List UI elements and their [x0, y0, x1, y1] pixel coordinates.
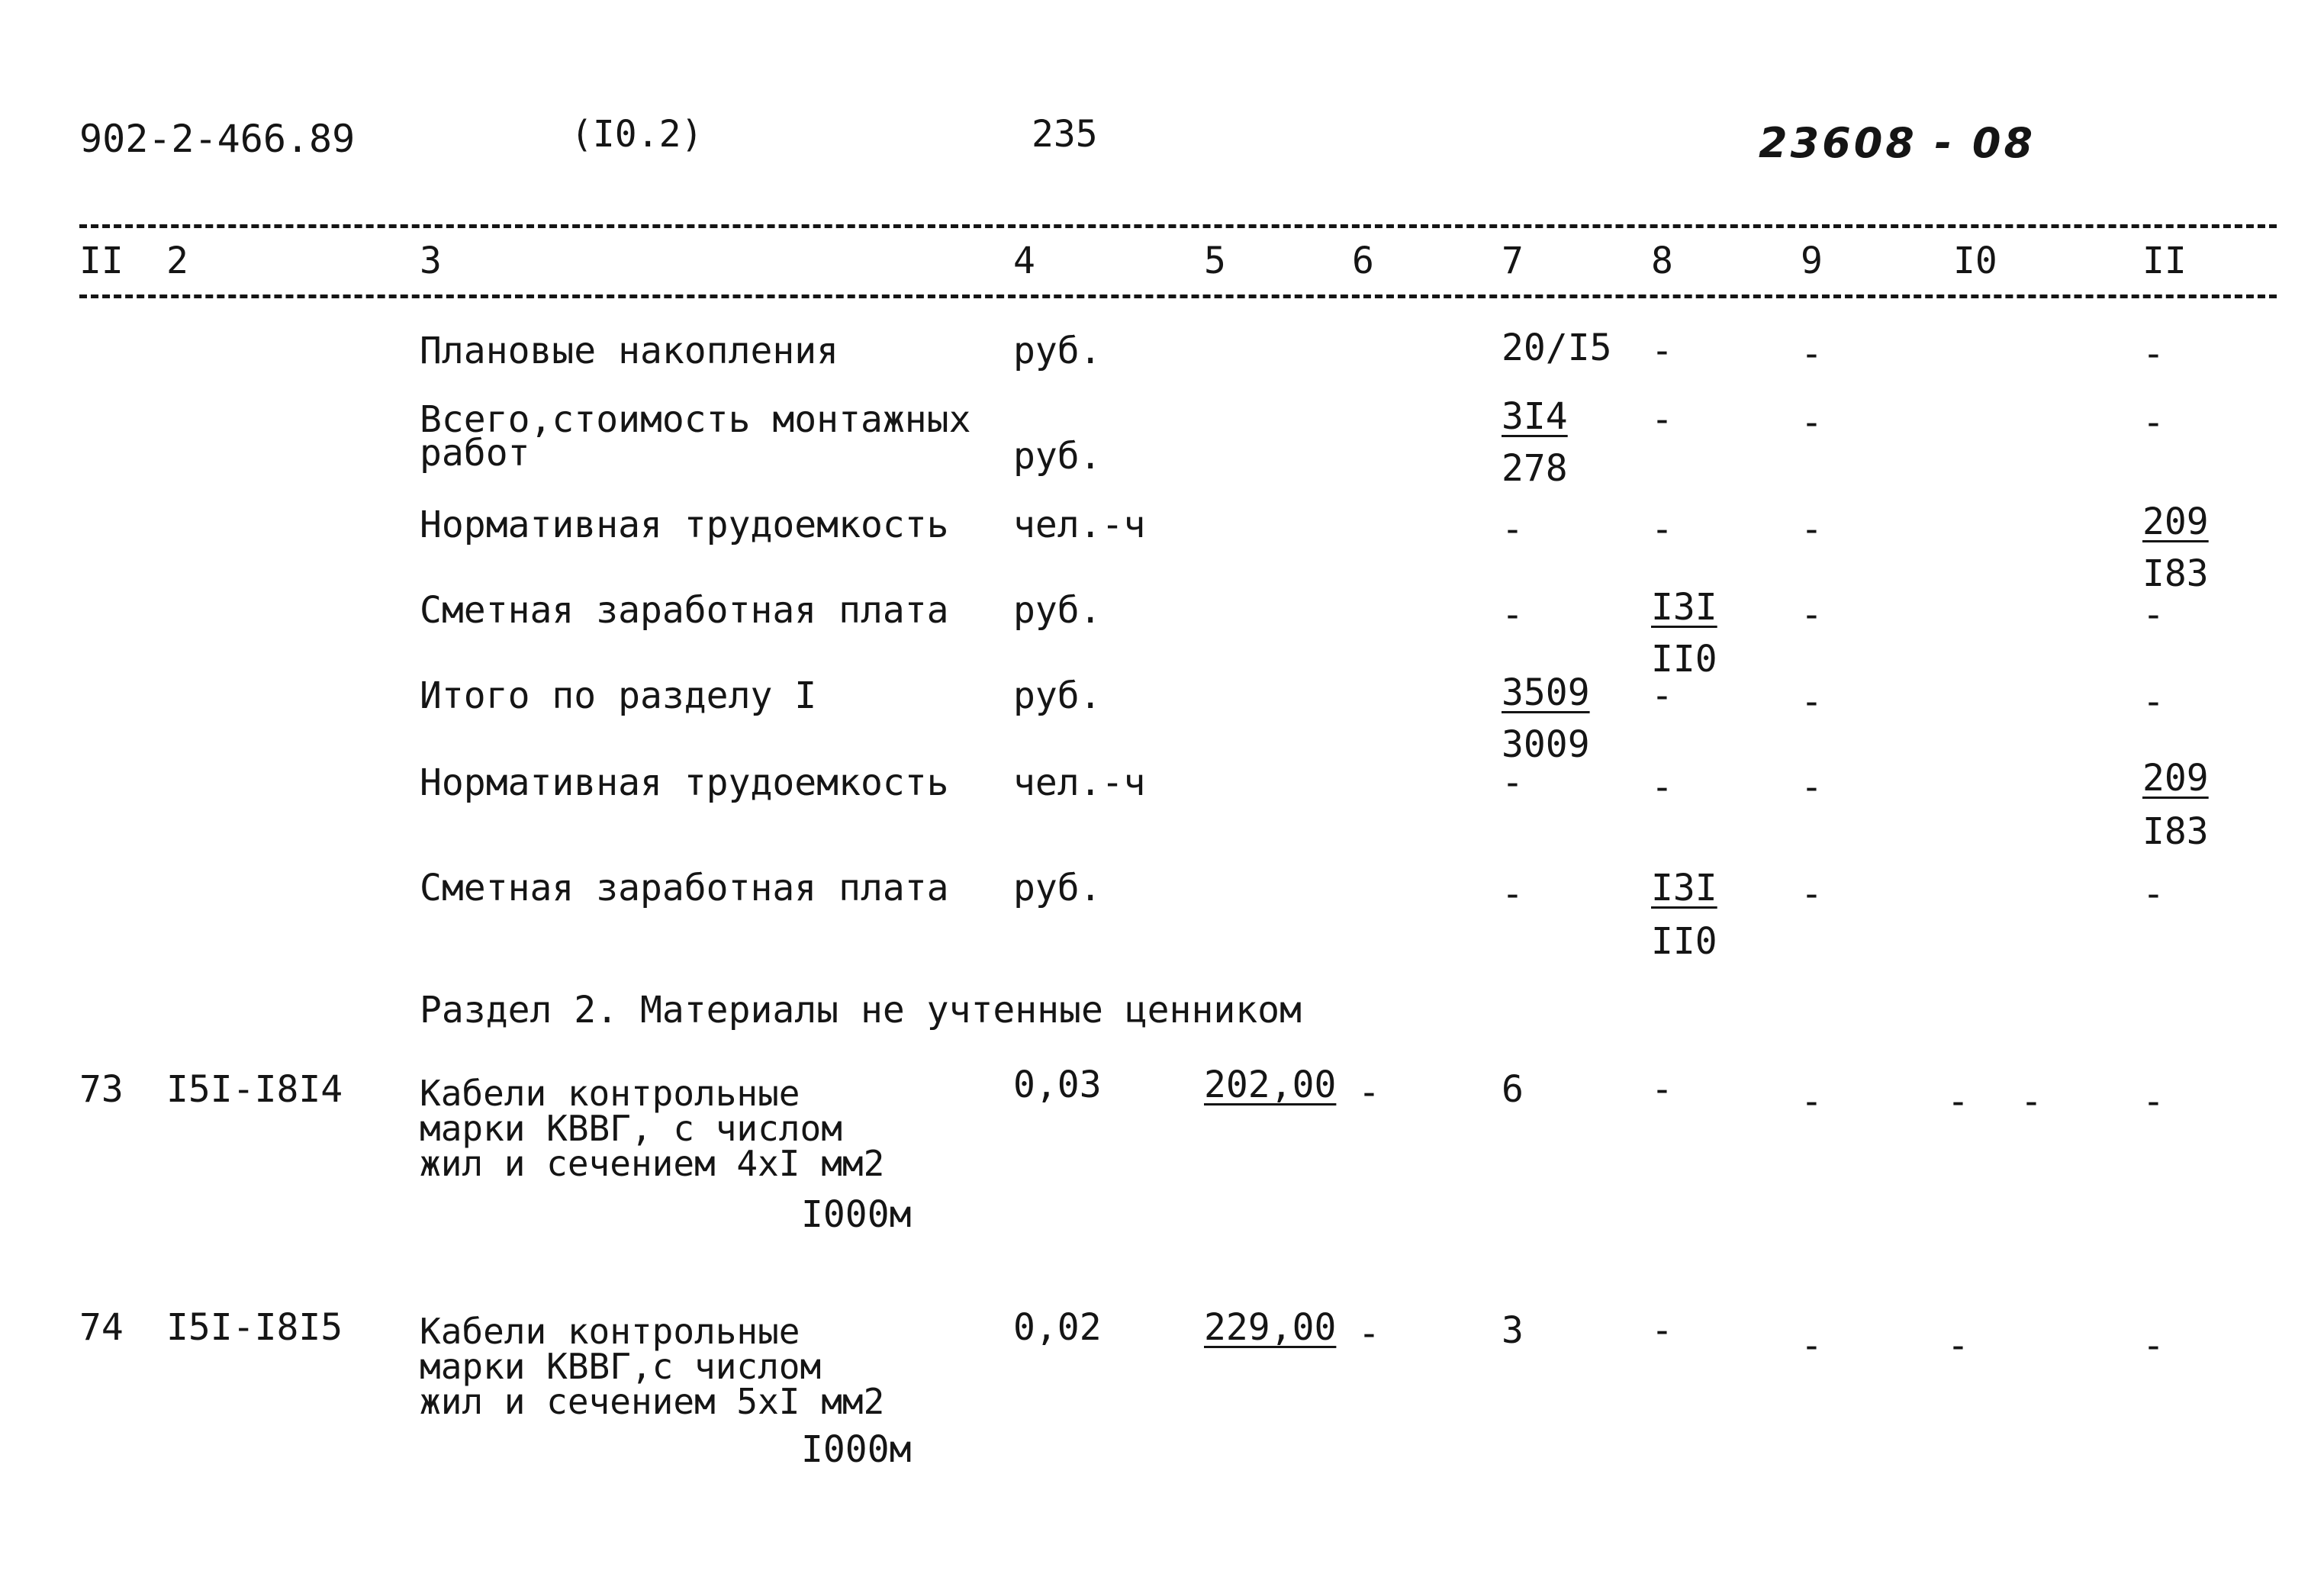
item-number: 73 — [79, 1068, 124, 1111]
row-unit: руб. — [1013, 867, 1102, 909]
row-label: Итого по разделу I — [420, 674, 817, 717]
cell-c8-bottom: II0 — [1651, 920, 1717, 963]
row-unit: чел.-ч — [1013, 504, 1146, 546]
cell-c7: - — [1502, 594, 1524, 636]
cell-c7-top: 3509 — [1502, 671, 1590, 714]
inventory-number: 23608 - 08 — [1759, 119, 2036, 167]
row-label: Плановые накопления — [420, 330, 839, 372]
row-label-cont: работ — [420, 432, 530, 475]
cell-c6: - — [1358, 1071, 1380, 1114]
col-header-2: 2 — [166, 240, 188, 282]
cell-c8: - — [1651, 330, 1673, 372]
cell-c9: - — [1801, 401, 1823, 444]
cell-c9: - — [1801, 333, 1823, 375]
cell-c11: - — [2142, 873, 2165, 916]
page-number: 235 — [1032, 113, 1098, 156]
cell-c8: - — [1651, 508, 1673, 551]
cell-c11-bottom: I83 — [2142, 552, 2209, 595]
header-rule-bottom — [79, 294, 2277, 298]
row-label: Нормативная трудоемкость — [420, 761, 949, 804]
section-ref: (I0.2) — [571, 113, 703, 156]
col-header-9: 9 — [1801, 240, 1823, 282]
row-unit: руб. — [1013, 674, 1102, 717]
row-unit: чел.-ч — [1013, 761, 1146, 804]
item-price: 202,00 — [1204, 1064, 1337, 1106]
cell-c7: 3 — [1502, 1309, 1524, 1352]
item-description: Кабели контрольные марки КВВГ, с числом жил и сечением 4хI мм2 — [420, 1073, 885, 1184]
item-price: 229,00 — [1204, 1306, 1337, 1349]
item-code: I5I-I8I4 — [166, 1068, 343, 1111]
cell-c8-bottom: II0 — [1651, 638, 1717, 681]
cell-c10-extra: - — [2020, 1080, 2042, 1123]
col-header-8: 8 — [1651, 240, 1673, 282]
col-header-3: 3 — [420, 240, 442, 282]
row-label: Всего,стоимость монтажных — [420, 398, 971, 441]
item-quantity: 0,02 — [1013, 1306, 1102, 1349]
col-header-5: 5 — [1204, 240, 1226, 282]
row-label: Сметная заработная плата — [420, 589, 949, 632]
row-unit: руб. — [1013, 435, 1102, 478]
section-2-title: Раздел 2. Материалы не учтенные ценником — [420, 989, 1302, 1031]
row-label: Сметная заработная плата — [420, 867, 949, 909]
cell-c8: - — [1651, 1068, 1673, 1111]
item-unit: I000м — [801, 1193, 912, 1236]
item-number: 74 — [79, 1306, 124, 1349]
cell-c9: - — [1801, 681, 1823, 723]
cell-c9: - — [1801, 873, 1823, 916]
cell-c11-top: 209 — [2142, 757, 2209, 800]
col-header-4: 4 — [1013, 240, 1035, 282]
cell-c11: - — [2142, 1080, 2165, 1123]
doc-code: 902-2-466.89 — [79, 117, 356, 161]
cell-c7: 6 — [1502, 1068, 1524, 1111]
cell-c11: - — [2142, 594, 2165, 636]
col-header-6: 6 — [1352, 240, 1374, 282]
cell-c9: - — [1801, 1324, 1823, 1367]
cell-c8: - — [1651, 398, 1673, 441]
cell-c10: - — [1947, 1324, 1969, 1367]
cell-c8: - — [1651, 766, 1673, 809]
cell-c11: - — [2142, 1324, 2165, 1367]
cell-c11: - — [2142, 401, 2165, 444]
cell-c6: - — [1358, 1312, 1380, 1355]
cell-c9: - — [1801, 766, 1823, 809]
header-rule-top — [79, 224, 2277, 228]
item-quantity: 0,03 — [1013, 1064, 1102, 1106]
cell-c8: - — [1651, 1309, 1673, 1352]
col-header-7: 7 — [1502, 240, 1524, 282]
cell-c7: 20/I5 — [1502, 327, 1612, 369]
cell-c8-top: I3I — [1651, 586, 1717, 629]
cell-c10: - — [1947, 1080, 1969, 1123]
cell-c7: - — [1502, 508, 1524, 551]
row-label: Нормативная трудоемкость — [420, 504, 949, 546]
row-unit: руб. — [1013, 330, 1102, 372]
cell-c11: - — [2142, 681, 2165, 723]
col-header-1: II — [79, 240, 124, 282]
cell-c7-bottom: 3009 — [1502, 723, 1590, 766]
cell-c7: - — [1502, 873, 1524, 916]
cell-c8-top: I3I — [1651, 867, 1717, 909]
row-unit: руб. — [1013, 589, 1102, 632]
cell-c9: - — [1801, 1080, 1823, 1123]
col-header-11: II — [2142, 240, 2187, 282]
cell-c9: - — [1801, 508, 1823, 551]
item-code: I5I-I8I5 — [166, 1306, 343, 1349]
cell-c7-top: 3I4 — [1502, 395, 1568, 438]
col-header-10: I0 — [1953, 240, 1997, 282]
item-description: Кабели контрольные марки КВВГ,с числом жил и сечением 5хI мм2 — [420, 1311, 885, 1422]
cell-c11-bottom: I83 — [2142, 810, 2209, 853]
item-unit: I000м — [801, 1428, 912, 1471]
cell-c11-top: 209 — [2142, 500, 2209, 543]
cell-c7: - — [1502, 761, 1524, 804]
cell-c9: - — [1801, 594, 1823, 636]
cell-c7-bottom: 278 — [1502, 447, 1568, 490]
cell-c8: - — [1651, 674, 1673, 717]
cell-c11: - — [2142, 333, 2165, 375]
